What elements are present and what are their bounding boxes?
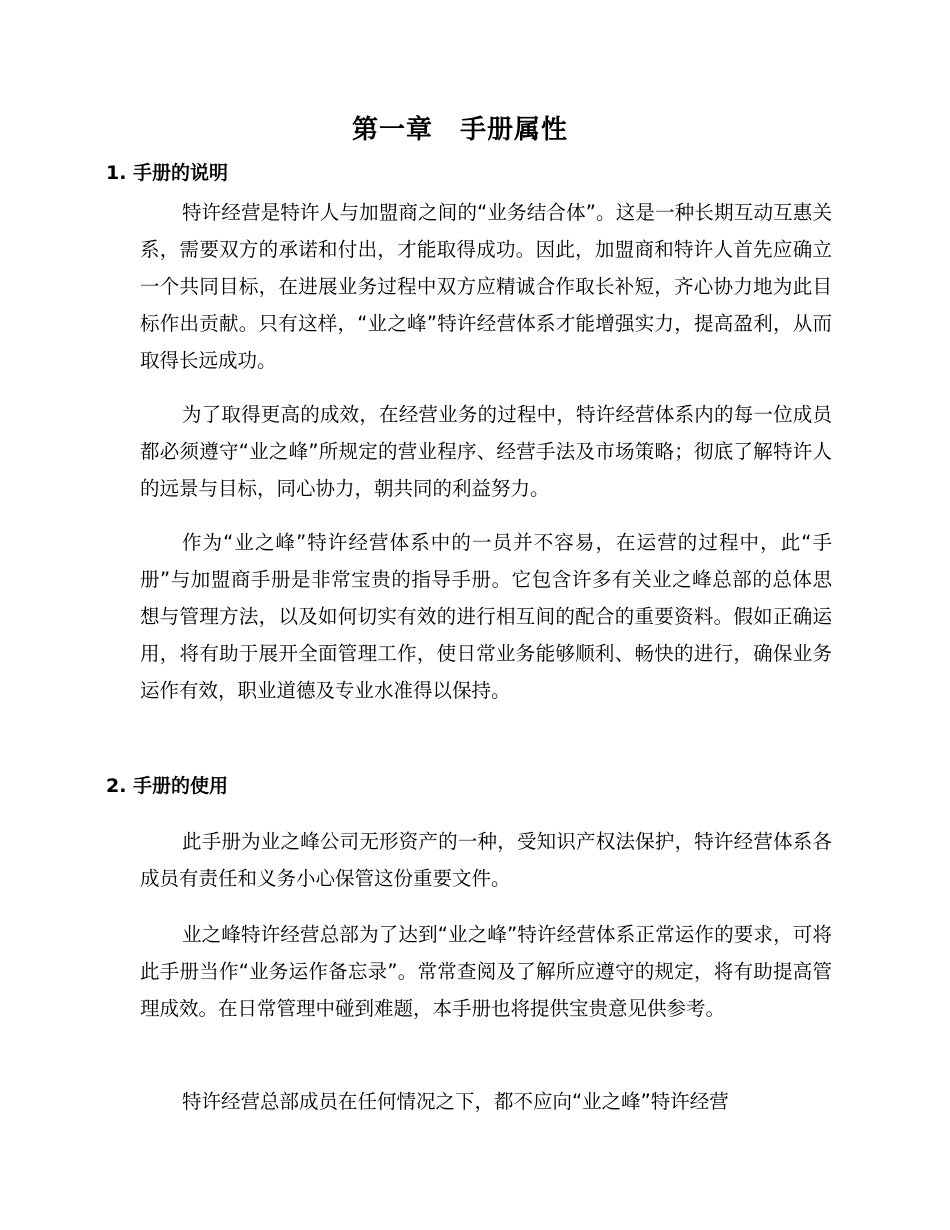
paragraph: 特许经营总部成员在任何情况之下，都不应向“业之峰”特许经营 bbox=[182, 1090, 729, 1113]
paragraph: 为了取得更高的成效，在经营业务的过程中，特许经营体系内的每一位成员都必须遵守“业之峰”所规定的营业程序、经营手法及市场策略；彻底了解特许人的远景与目标，同心协力，朝共同的利益努力。 bbox=[140, 403, 832, 500]
paragraph: 业之峰特许经营总部为了达到“业之峰”特许经营体系正常运作的要求，可将此手册当作“业务运作备忘录”。常常查阅及了解所应遵守的规定，将有助提高管理成效。在日常管理中碰到难题，本手册也将提供宝贵意见供参考。 bbox=[140, 923, 832, 1020]
paragraph: 特许经营是特许人与加盟商之间的“业务结合体”。这是一种长期互动互惠关系，需要双方的承诺和付出，才能取得成功。因此，加盟商和特许人首先应确立一个共同目标，在进展业务过程中双方应精诚合作取长补短，齐心协力地为此目标作出贡献。只有这样，“业之峰”特许经营体系才能增强实力，提高盈利，从而取得长远成功。 bbox=[140, 201, 832, 372]
paragraph: 此手册为业之峰公司无形资产的一种，受知识产权法保护，特许经营体系各成员有责任和义务小心保管这份重要文件。 bbox=[140, 830, 832, 890]
section-heading-manual-description: 1. 手册的说明 bbox=[106, 162, 229, 184]
paragraph: 作为“业之峰”特许经营体系中的一员并不容易，在运营的过程中，此“手册”与加盟商手册是非常宝贵的指导手册。它包含许多有关业之峰总部的总体思想与管理方法，以及如何切实有效的进行相互间的配合的重要资料。假如正确运用，将有助于展开全面管理工作，使日常业务能够顺利、畅快的进行，确保业务运作有效，职业道德及专业水准得以保持。 bbox=[140, 531, 832, 702]
chapter-title: 第一章 手册属性 bbox=[351, 115, 568, 145]
section-heading-manual-usage: 2. 手册的使用 bbox=[106, 775, 229, 797]
